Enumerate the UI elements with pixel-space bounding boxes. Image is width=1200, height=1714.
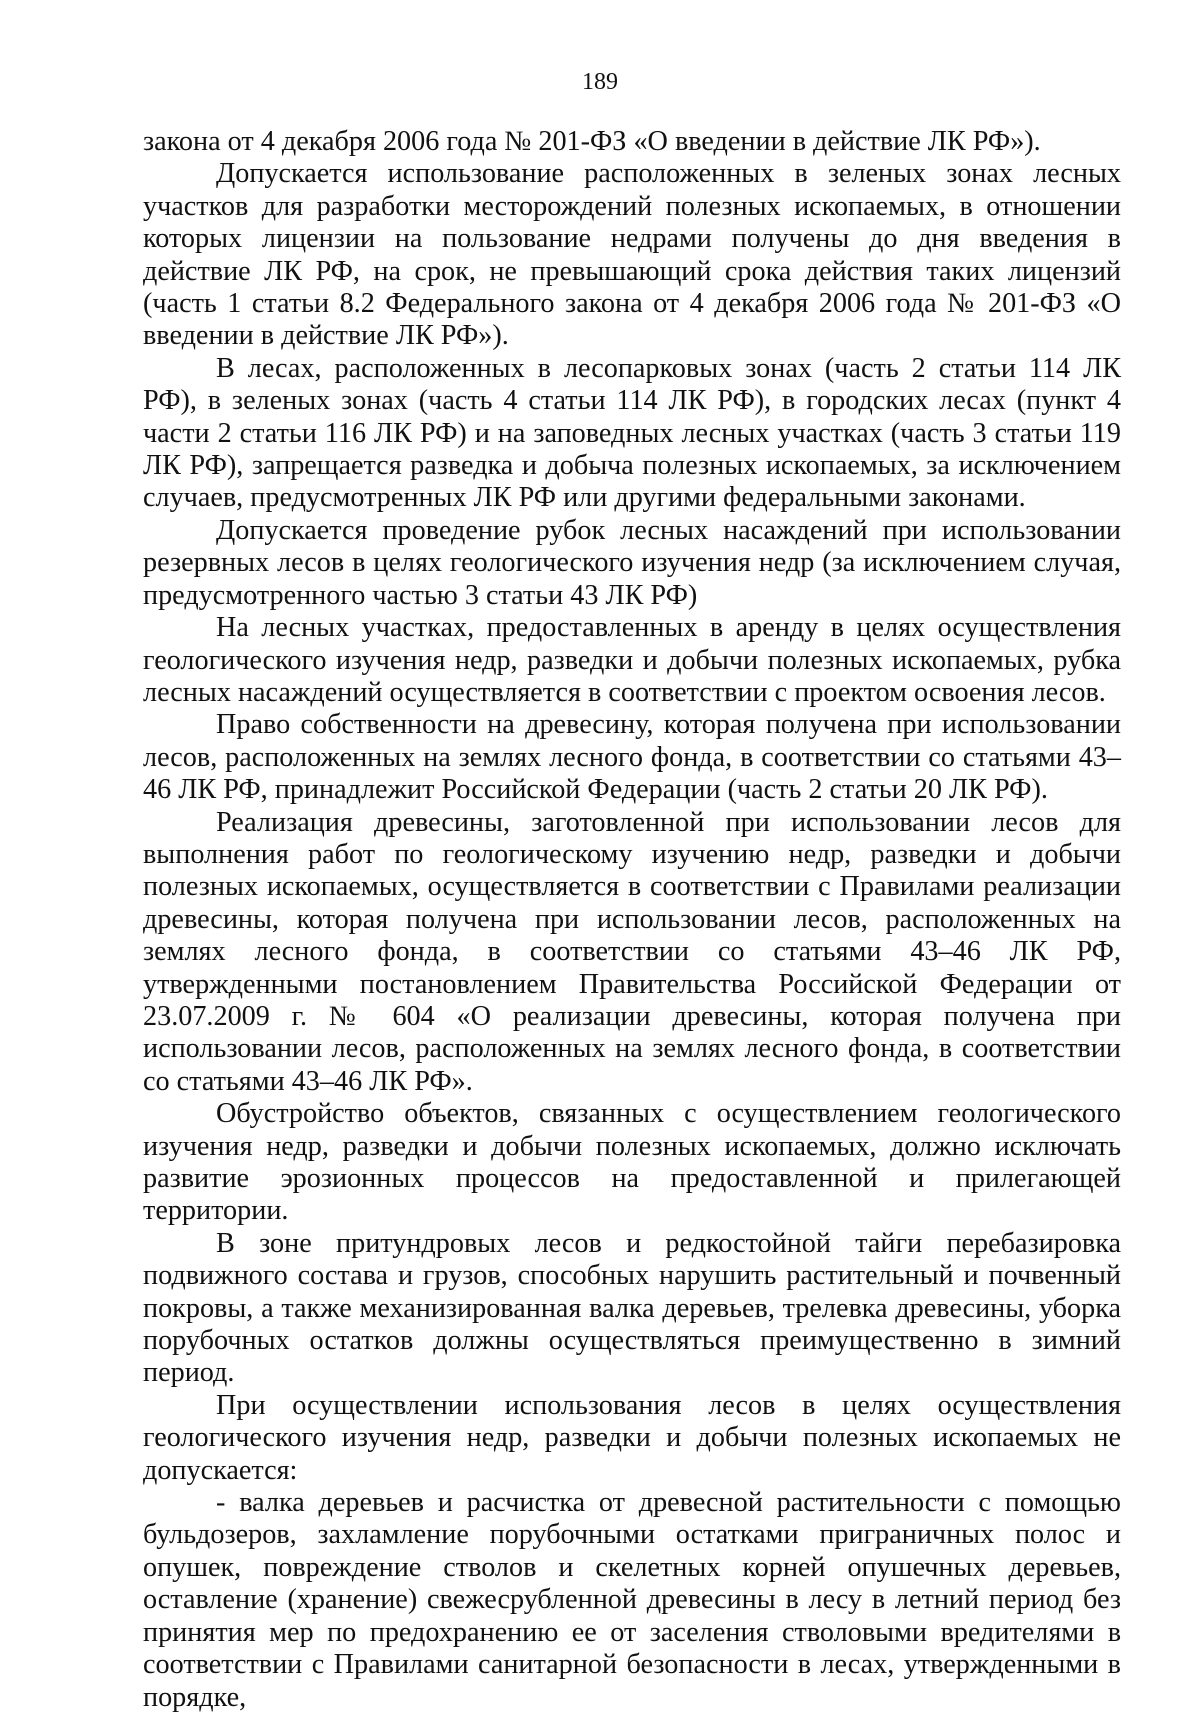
paragraph-green-zones-deposits: Допускается использование расположенных в зеленых зонах лесных участков для разработки месторождений полезных ископаемых, в отношении которых лицензии на пользование недрами получены до дня введения в действие ЛК РФ, на срок, не превышающий срока действия таких лицензий (часть 1 статьи 8.2 Федерального закона от 4 декабря 2006 года № 201-ФЗ «О введении в действие ЛК РФ»). — [143, 158, 1121, 352]
paragraph-timber-sale: Реализация древесины, заготовленной при использовании лесов для выполнения работ по геологическому изучению недр, разведки и добычи полезных ископаемых, осуществляется в соответствии с Правилами реализации древесины, которая получена при использовании лесов, расположенных на землях лесного фонда, в соответствии со статьями 43–46 ЛК РФ, утвержденными постановлением Правительства Российской Федерации от 23.07.2009 г. № 604 «О реализации древесины, которая получена при использовании лесов, расположенных на землях лесного фонда, в соответствии со статьями 43–46 ЛК РФ». — [143, 806, 1121, 1097]
paragraph-erosion: Обустройство объектов, связанных с осуществлением геологического изучения недр, разведки и добычи полезных ископаемых, должно исключать развитие эрозионных процессов на предоставленной и прилегающей территории. — [143, 1098, 1121, 1227]
document-body — [143, 126, 1121, 1714]
page-number: 189 — [582, 69, 618, 95]
paragraph-continuation: закона от 4 декабря 2006 года № 201-ФЗ «О введении в действие ЛК РФ»). — [143, 126, 1041, 157]
paragraph-tundra-zone: В зоне притундровых лесов и редкостойной тайги перебазировка подвижного состава и грузов, способных нарушить растительный и почвенный покровы, а также механизированная валка деревьев, трелевка древесины, уборка порубочных остатков должны осуществляться преимущественно в зимний период. — [143, 1227, 1121, 1389]
paragraph-reserve-forests: Допускается проведение рубок лесных насаждений при использовании резервных лесов в целях геологического изучения недр (за исключением случая, предусмотренного частью 3 статьи 43 ЛК РФ) — [143, 514, 1121, 611]
paragraph-timber-ownership: Право собственности на древесину, которая получена при использовании лесов, расположенных на землях лесного фонда, в соответствии со статьями 43–46 ЛК РФ, принадлежит Российской Федерации (часть 2 статьи 20 ЛК РФ). — [143, 709, 1121, 806]
paragraph-not-allowed: При осуществлении использования лесов в целях осуществления геологического изучения недр, разведки и добычи полезных ископаемых не допускается: — [143, 1389, 1121, 1486]
paragraph-prohibited-zones: В лесах, расположенных в лесопарковых зонах (часть 2 статьи 114 ЛК РФ), в зеленых зонах (часть 4 статьи 114 ЛК РФ), в городских лесах (пункт 4 части 2 статьи 116 ЛК РФ) и на заповедных лесных участках (часть 3 статьи 119 ЛК РФ), запрещается разведка и добыча полезных ископаемых, за исключением случаев, предусмотренных ЛК РФ или другими федеральными законами. — [143, 352, 1121, 514]
paragraph-leased-plots: На лесных участках, предоставленных в аренду в целях осуществления геологического изучения недр, разведки и добычи полезных ископаемых, рубка лесных насаждений осуществляется в соответствии с проектом освоения лесов. — [143, 612, 1121, 708]
list-item-felling: - валка деревьев и расчистка от древесной растительности с помощью бульдозеров, захламление порубочными остатками приграничных полос и опушек, повреждение стволов и скелетных корней опушечных деревьев, оставление (хранение) свежесрубленной древесины в лесу в летний период без принятия мер по предохранению ее от заселения стволовыми вредителями в соответствии с Правилами санитарной безопасности в лесах, утвержденными в порядке, — [143, 1487, 1121, 1713]
